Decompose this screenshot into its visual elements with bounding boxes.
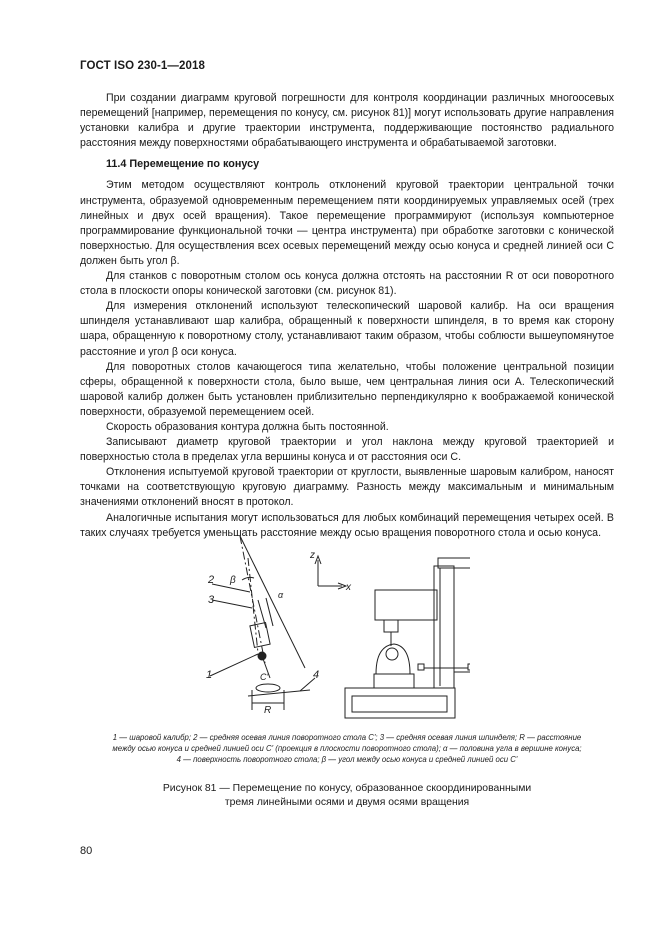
paragraph: Отклонения испытуемой круговой траектории от круглости, выявленные шаровым калибром, наносят точками на соответствующую круговую диаграмму. Разность между максимальным и минимальным значениями отклонений вносят в протокол.	[80, 466, 614, 509]
standard-header: ГОСТ ISO 230-1—2018	[80, 60, 205, 72]
alpha-label: α	[278, 590, 284, 600]
machine-bed	[352, 696, 447, 712]
legend-line: 1 — шаровой калибр; 2 — средняя осевая линия поворотного стола C'; 3 — средняя осевая линия шпинделя; R — расстояние	[112, 733, 582, 742]
spindle-head	[375, 590, 437, 620]
paragraph-intro: При создании диаграмм круговой погрешности для контроля координации различных многоосевых перемещений [например, перемещения по конусу, см. рисунок 81)] могут использовать другие направления установки калибра и другие траектории инструмента, поддерживающие постоянство радиального расстояния между поверхностями обрабатывающего инструмента и обрабатываемой заготовки.	[80, 92, 614, 150]
paragraph: Для измерения отклонений используют телескопический шаровой калибр. На оси вращения шпинделя устанавливают шар калибра, обращенный к поверхности шпинделя, в то время как сторону шара, обращенную к поворотному столу, устанавливают таким образом, чтобы соблюсти вышеупомянутое расстояние и угол β оси конуса.	[80, 300, 614, 358]
workpiece-ball	[386, 648, 398, 660]
x-axis-label: x	[346, 582, 351, 593]
tool-holder-edge	[266, 598, 273, 626]
figure-title-line: тремя линейными осями и двумя осями вращения	[224, 796, 470, 808]
figure-legend	[80, 733, 614, 765]
callout-4-label: 4	[313, 669, 320, 681]
spindle-nose	[384, 620, 398, 632]
paragraph: Для поворотных столов качающегося типа желательно, чтобы положение центральной позиции сферы, обращенной к поверхности стола, было выше, чем центральная линия оси A. Телескопический шаровой калибр должен быть установлен приблизительно перпендикулярно к воображаемой конической поверхности, образуемой перемещением осей.	[80, 360, 614, 418]
callout-2-label: 2	[208, 574, 215, 586]
body-text	[80, 91, 614, 541]
foot-left	[418, 664, 424, 670]
beta-label: β	[230, 575, 236, 586]
legend-line: 4 — поверхность поворотного стола; β — угол между осью конуса и средней линией оси C'	[176, 754, 518, 764]
spindle-block	[250, 623, 270, 648]
cone-side-line	[240, 536, 305, 668]
paragraph: Аналогичные испытания могут использоваться для любых комбинаций перемещения четырех осей. В таких случаях требуется уменьшать расстояние между осью вращения поворотного стола и осью конуса.	[80, 511, 614, 539]
section-title: 11.4 Перемещение по конусу	[106, 158, 260, 171]
machine-base	[345, 688, 455, 718]
circular-path	[256, 684, 280, 692]
figure-title-line: Рисунок 81 — Перемещение по конусу, образованное скоординированными	[162, 783, 532, 794]
figure-81-drawing	[170, 528, 470, 728]
r-label: R	[264, 705, 272, 716]
callout-3-label: 3	[208, 594, 215, 606]
page-number: 80	[80, 845, 93, 857]
foot-right	[468, 664, 470, 670]
table-support	[374, 674, 414, 688]
callout-leader-3	[212, 600, 252, 608]
c-prime-label: C'	[260, 672, 269, 682]
paragraph: Для станков с поворотным столом ось конуса должна отстоять на расстоянии R от оси поворотного стола в плоскости опоры конической заготовки (см. рисунок 81).	[80, 270, 614, 298]
z-axis-label: z	[310, 550, 315, 561]
cone-axis-line	[240, 536, 265, 663]
paragraph: Этим методом осуществляют контроль отклонений круговой траектории центральной точки инструмента, образуемой одновременным перемещением пяти координируемых управляемых осей (трех линейных и двух осей вращения). Такое перемещение программируют (используя компьютерное программирование функциональной точки — центра инструмента) при обработке заготовки с конической поверхностью. Для осуществления всех осевых перемещений между осью конуса и средней линией оси C должен быть угол β.	[80, 179, 614, 267]
callout-1-label: 1	[206, 669, 213, 681]
legend-line: между осью конуса и средней линией оси C' (проекция в плоскости поворотного стола); α — половина угла в вершине конуса;	[112, 743, 582, 753]
paragraph: Скорость образования контура должна быть постоянной.	[106, 420, 389, 433]
machine-column	[434, 566, 454, 688]
paragraph: Записывают диаметр круговой траектории и угол наклона между круговой траекторией и поверхностью стола в пределах угла вершины конуса и от расстояния оси C.	[80, 436, 614, 464]
figure-title	[80, 782, 614, 809]
column-back	[454, 568, 470, 672]
callout-leader-1	[210, 654, 258, 676]
